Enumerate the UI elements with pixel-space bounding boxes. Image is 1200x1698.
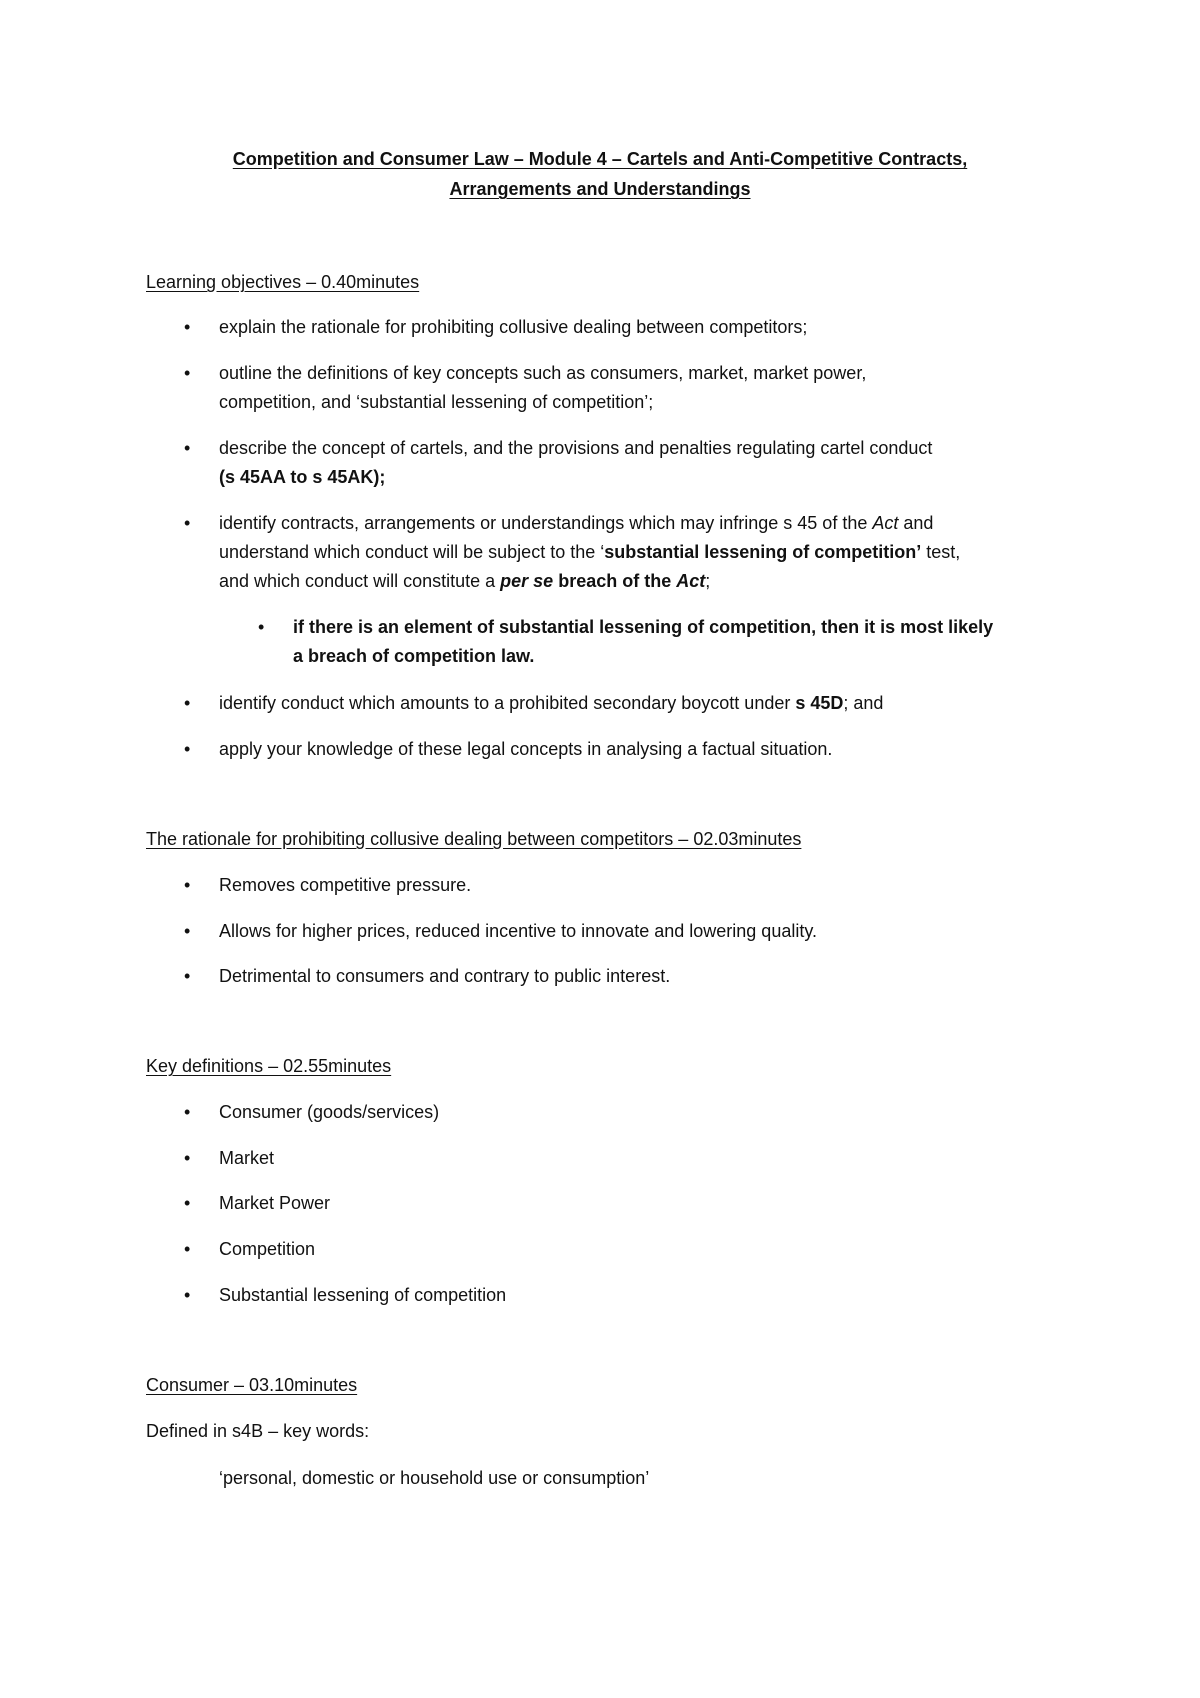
- text-run: ; and: [843, 693, 884, 713]
- text-run-bold: substantial lessening of competition’: [604, 542, 922, 562]
- objective-5: [219, 690, 1089, 718]
- bullet-marker: •: [184, 363, 191, 383]
- text-run: test,: [921, 542, 961, 562]
- sub-objective-line-2: a breach of competition law.: [293, 646, 535, 666]
- rationale-heading: The rationale for prohibiting collusive dealing between competitors – 02.03minutes: [146, 829, 802, 849]
- sub-objective-line-1: if there is an element of substantial lessening of competition, then it is most likely: [293, 617, 994, 637]
- definition-item: Consumer (goods/services): [219, 1102, 440, 1122]
- definition-item: Market: [219, 1148, 275, 1168]
- document-title-line-2: Arrangements and Understandings: [449, 179, 751, 199]
- rationale-item: Allows for higher prices, reduced incentive to innovate and lowering quality.: [219, 921, 817, 941]
- text-run: understand which conduct will be subject to the ‘: [219, 542, 605, 562]
- bullet-marker: •: [184, 513, 191, 533]
- rationale-item: Removes competitive pressure.: [219, 875, 472, 895]
- objective-2-line-2: competition, and ‘substantial lessening of competition’;: [219, 392, 654, 412]
- learning-objectives-heading: Learning objectives – 0.40minutes: [146, 272, 420, 292]
- bullet-marker: •: [184, 1285, 191, 1305]
- objective-1: explain the rationale for prohibiting collusive dealing between competitors;: [219, 317, 808, 337]
- bullet-marker: •: [184, 875, 191, 895]
- sub-bullet-marker: •: [258, 617, 265, 637]
- objective-6: apply your knowledge of these legal concepts in analysing a factual situation.: [219, 739, 833, 759]
- key-definitions-heading: Key definitions – 02.55minutes: [146, 1056, 392, 1076]
- bullet-marker: •: [184, 1148, 191, 1168]
- bullet-marker: •: [184, 1102, 191, 1122]
- consumer-heading: Consumer – 03.10minutes: [146, 1375, 358, 1395]
- consumer-definition-line: Defined in s4B – key words:: [146, 1421, 370, 1441]
- bullet-marker: •: [184, 1193, 191, 1213]
- text-run: and which conduct will constitute a: [219, 571, 501, 591]
- document-title-line-1: Competition and Consumer Law – Module 4 – Cartels and Anti-Competitive Contracts,: [232, 149, 968, 169]
- text-run: ;: [705, 571, 711, 591]
- definition-item: Market Power: [219, 1193, 331, 1213]
- definition-item: Competition: [219, 1239, 316, 1259]
- bullet-marker: •: [184, 438, 191, 458]
- text-run: identify conduct which amounts to a prohibited secondary boycott under: [219, 693, 796, 713]
- definition-item: Substantial lessening of competition: [219, 1285, 507, 1305]
- objective-2-line-1: outline the definitions of key concepts such as consumers, market, market power,: [219, 363, 867, 383]
- consumer-quote: ‘personal, domestic or household use or consumption’: [219, 1468, 650, 1488]
- text-run: and: [898, 513, 934, 533]
- bullet-marker: •: [184, 1239, 191, 1259]
- bullet-marker: •: [184, 739, 191, 759]
- text-run-bold-italic: Act: [676, 571, 706, 591]
- text-run-bold: breach of the: [553, 571, 677, 591]
- bullet-marker: •: [184, 921, 191, 941]
- objective-3-line-2: (s 45AA to s 45AK);: [219, 467, 386, 487]
- text-run-italic: Act: [872, 513, 899, 533]
- objective-4-line-1: [219, 510, 1089, 538]
- objective-3-line-1: describe the concept of cartels, and the provisions and penalties regulating cartel conduct: [219, 438, 933, 458]
- bullet-marker: •: [184, 317, 191, 337]
- text-run-bold: s 45D: [795, 693, 844, 713]
- text-run: identify contracts, arrangements or understandings which may infringe s 45 of the: [219, 513, 873, 533]
- rationale-item: Detrimental to consumers and contrary to public interest.: [219, 966, 671, 986]
- objective-4-line-2: [219, 539, 1089, 567]
- bullet-marker: •: [184, 693, 191, 713]
- text-run-bold-italic: per se: [500, 571, 554, 591]
- bullet-marker: •: [184, 966, 191, 986]
- objective-4-line-3: [219, 568, 1089, 596]
